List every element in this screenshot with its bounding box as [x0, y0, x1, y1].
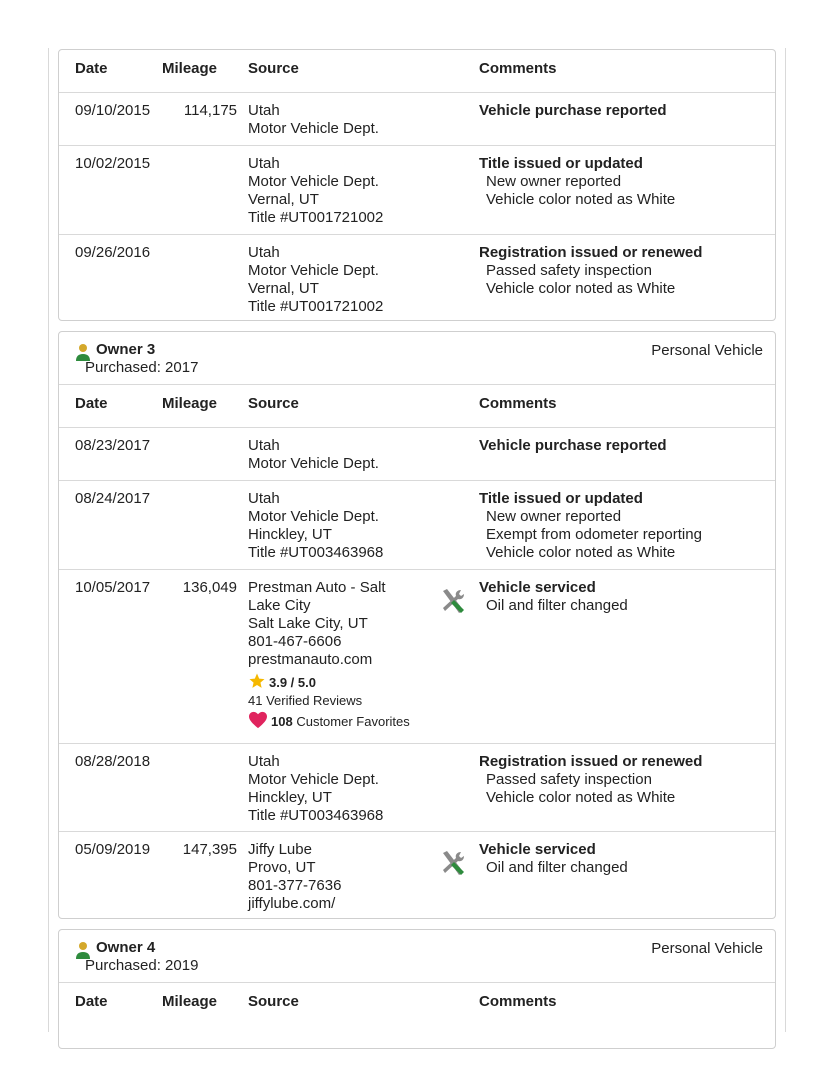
table-row [59, 145, 775, 234]
row-source: Utah Motor Vehicle Dept. Vernal, UT Title #UT001721002 [248, 244, 384, 315]
row-source: Utah Motor Vehicle Dept. Vernal, UT Title #UT001721002 [248, 155, 384, 226]
vehicle-type: Personal Vehicle [651, 342, 763, 359]
owner-purchased: Purchased: 2019 [85, 957, 199, 974]
row-date: 08/28/2018 [75, 753, 151, 770]
header-source: Source [248, 60, 299, 77]
service-tools-icon [437, 586, 467, 616]
heart-icon [248, 711, 268, 729]
row-source: Jiffy Lube Provo, UT 801-377-7636 jiffylube.com/ [248, 841, 428, 913]
header-mileage: Mileage [162, 395, 218, 412]
row-comments: Vehicle purchase reported [479, 102, 667, 119]
customer-favorites: 108 Customer Favorites [248, 711, 428, 730]
header-source: Source [248, 993, 299, 1010]
row-source: Utah Motor Vehicle Dept. [248, 437, 379, 472]
row-comments: Vehicle purchase reported [479, 437, 667, 454]
row-comments: Registration issued or renewed Passed safety inspection Vehicle color noted as White [479, 753, 703, 806]
left-border [48, 48, 49, 1032]
owner3-history-table [58, 331, 776, 919]
header-date: Date [75, 395, 108, 412]
service-tools-icon [437, 848, 467, 878]
row-mileage: 114,175 [183, 102, 237, 119]
shop-name[interactable]: Jiffy Lube [248, 841, 312, 858]
star-icon [248, 672, 266, 690]
table-row [59, 92, 775, 145]
header-source: Source [248, 395, 299, 412]
table-header [59, 385, 775, 427]
shop-website-link[interactable]: prestmanauto.com [248, 651, 373, 668]
table-header [59, 50, 775, 92]
row-source: Prestman Auto - Salt Lake City Salt Lake City, UT 801-467-6606 prestmanauto.com 3.9 / 5.0 41 Verified Reviews 108 Customer Favorites [248, 579, 428, 730]
row-date: 08/24/2017 [75, 490, 151, 507]
row-date: 10/05/2017 [75, 579, 151, 596]
header-comments: Comments [479, 60, 557, 77]
row-comments: Registration issued or renewed Passed safety inspection Vehicle color noted as White [479, 244, 703, 297]
row-date: 05/09/2019 [75, 841, 151, 858]
owner-name: Owner 4 [96, 939, 156, 956]
header-date: Date [75, 60, 108, 77]
table-row [59, 234, 775, 322]
verified-reviews: 41 Verified Reviews [248, 693, 363, 708]
row-comments: Vehicle serviced Oil and filter changed [479, 841, 628, 876]
header-comments: Comments [479, 395, 557, 412]
row-source: Utah Motor Vehicle Dept. [248, 102, 379, 137]
shop-website-link[interactable]: jiffylube.com/ [248, 895, 336, 912]
table-row [59, 569, 775, 743]
row-date: 09/10/2015 [75, 102, 151, 119]
owner-name: Owner 3 [96, 341, 156, 358]
table-row [59, 831, 775, 919]
row-mileage: 136,049 [182, 579, 237, 596]
row-date: 10/02/2015 [75, 155, 151, 172]
table-row [59, 427, 775, 480]
table-row [59, 743, 775, 831]
row-comments: Title issued or updated New owner reported Vehicle color noted as White [479, 155, 676, 208]
row-source: Utah Motor Vehicle Dept. Hinckley, UT Title #UT003463968 [248, 490, 384, 561]
row-date: 08/23/2017 [75, 437, 151, 454]
owner4-history-table [58, 929, 776, 1049]
owner-purchased: Purchased: 2017 [85, 359, 199, 376]
shop-rating: 3.9 / 5.0 [248, 672, 428, 691]
owner4-header [59, 930, 775, 983]
row-mileage: 147,395 [182, 841, 237, 858]
row-comments: Title issued or updated New owner reported Exempt from odometer reporting Vehicle color noted as White [479, 490, 702, 561]
header-date: Date [75, 993, 108, 1010]
table-header [59, 983, 775, 1025]
owner2-history-table [58, 49, 776, 321]
table-row [59, 480, 775, 569]
owner3-header [59, 332, 775, 385]
vehicle-type: Personal Vehicle [651, 940, 763, 957]
row-comments: Vehicle serviced Oil and filter changed [479, 579, 628, 614]
row-source: Utah Motor Vehicle Dept. Hinckley, UT Title #UT003463968 [248, 753, 384, 824]
header-mileage: Mileage [162, 993, 218, 1010]
header-comments: Comments [479, 993, 557, 1010]
row-date: 09/26/2016 [75, 244, 151, 261]
header-mileage: Mileage [162, 60, 218, 77]
right-border [785, 48, 786, 1032]
shop-name[interactable]: Prestman Auto - Salt [248, 579, 386, 596]
